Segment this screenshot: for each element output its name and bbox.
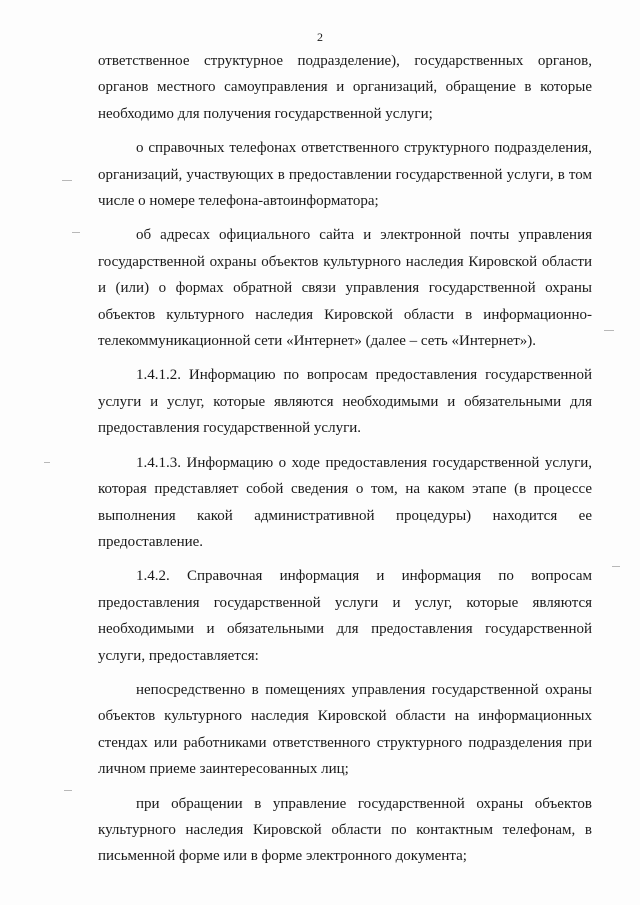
paragraph-phones: о справочных телефонах ответственного структурного подразделения, организаций, участвующих в предоставлении государственной услуги, в том числе о номере телефона-автоинформатора; — [98, 140, 592, 210]
scan-speck — [62, 180, 72, 181]
paragraph-agencies: ответственное структурное подразделение), государственных органов, органов местного самоуправления и организаций, обращение в которые необходимо для получения государственной услуги; — [98, 53, 592, 122]
paragraph-1-4-2: 1.4.2. Справочная информация и информация по вопросам предоставления государственной услуги и услуг, которые являются необходимыми и обязательными для предоставления государственной услуги, предоставляется: — [98, 568, 592, 664]
scan-speck — [604, 330, 614, 331]
page-number: 2 — [317, 30, 323, 44]
paragraph-1-4-1-2: 1.4.1.2. Информацию по вопросам предоставления государственной услуги и услуг, которые являются необходимыми и обязательными для предоставления государственной услуги. — [98, 367, 592, 437]
body-text — [98, 48, 592, 878]
scan-speck — [44, 462, 50, 463]
scan-speck — [64, 790, 72, 791]
paragraph-1-4-1-3: 1.4.1.3. Информацию о ходе предоставления государственной услуги, которая представляет собой сведения о том, на каком этапе (в процессе выполнения какой административной процедуры) находится ее предоставление. — [98, 454, 592, 550]
paragraph-contact: при обращении в управление государственной охраны объектов культурного наследия Кировской области по контактным телефонам, в письменной форме или в форме электронного документа; — [98, 795, 592, 865]
scan-speck — [612, 566, 620, 567]
paragraph-website: об адресах официального сайта и электронной почты управления государственной охраны объектов культурного наследия Кировской области и (или) о формах обратной связи управления государственной охраны объектов культурного наследия Кировской области в информационно-телекоммуникационной сети «Интернет» (далее – сеть «Интернет»). — [98, 227, 592, 350]
scan-speck — [72, 232, 80, 233]
paragraph-premises: непосредственно в помещениях управления государственной охраны объектов культурного наследия Кировской области на информационных стендах или работниками ответственного структурного подразделения при личном приеме заинтересованных лиц; — [98, 681, 592, 778]
